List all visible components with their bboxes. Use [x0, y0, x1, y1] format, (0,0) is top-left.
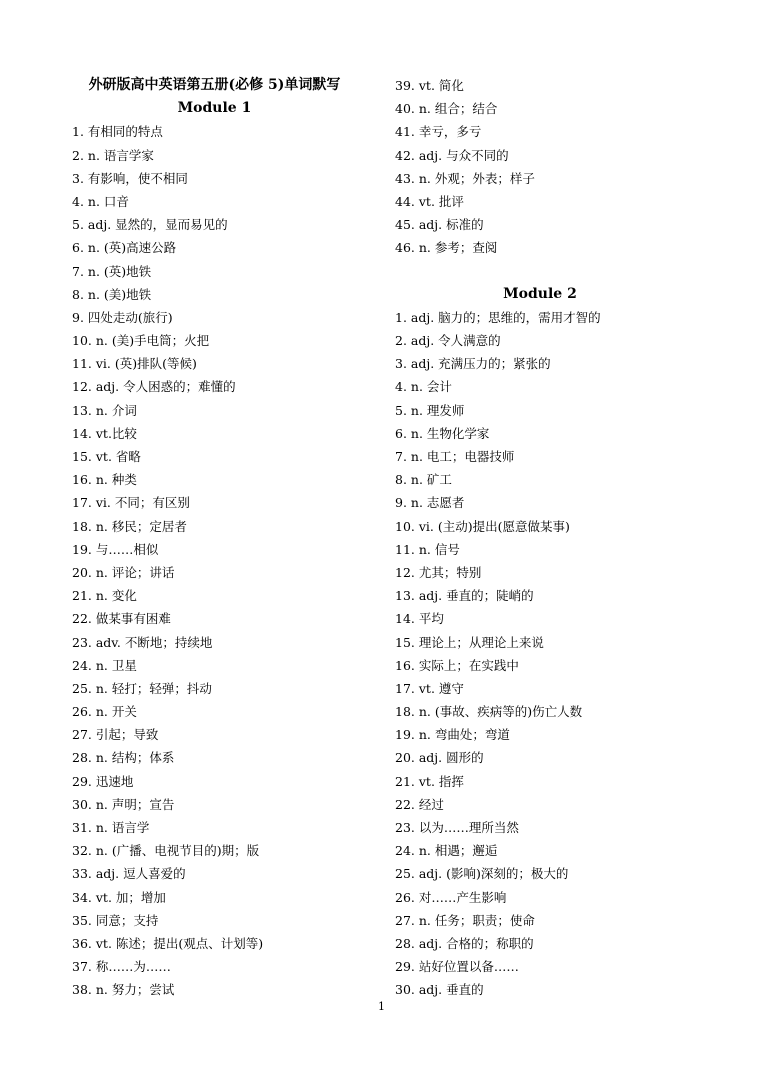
vocab-item: 11. n. 信号: [395, 541, 460, 557]
document-title: 外研版高中英语第五册(必修 5)单词默写: [88, 77, 341, 93]
vocab-item: 5. n. 理发师: [395, 402, 465, 418]
vocab-item: 26. n. 开关: [72, 704, 137, 720]
vocab-item: 10. vi. (主动)提出(愿意做某事): [395, 518, 570, 534]
vocab-item: 7. n. (英)地铁: [72, 263, 152, 279]
vocab-item: 3. 有影响，使不相同: [72, 170, 188, 186]
vocab-item: 4. n. 口音: [72, 193, 129, 209]
vocab-item: 17. vt. 遵守: [395, 680, 464, 696]
vocab-item: 20. adj. 圆形的: [395, 750, 484, 766]
vocab-item: 15. vt. 省略: [72, 449, 141, 464]
page-number: 1: [378, 1000, 385, 1013]
vocab-item: 18. n. 移民；定居者: [72, 518, 187, 534]
vocab-item: 22. 做某事有困难: [72, 611, 171, 627]
left-column: [72, 74, 402, 1002]
vocab-item: 19. 与……相似: [72, 541, 159, 557]
vocab-item: 1. 有相同的特点: [72, 124, 163, 140]
vocab-item: 38. n. 努力；尝试: [72, 982, 175, 998]
vocab-item: 21. n. 变化: [72, 588, 137, 604]
vocab-item: 25. adj. (影响)深刻的；极大的: [395, 866, 569, 882]
vocab-item: 9. n. 志愿者: [395, 495, 465, 511]
vocab-item: 40. n. 组合；结合: [395, 101, 498, 117]
vocab-item: 30. adj. 垂直的: [395, 982, 484, 998]
vocab-item: 21. vt. 指挥: [395, 773, 464, 789]
vocab-item: 29. 迅速地: [72, 773, 134, 789]
vocab-item: 33. adj. 逗人喜爱的: [72, 866, 186, 882]
vocab-item: 2. n. 语言学家: [72, 147, 154, 163]
vocab-item: 44. vt. 批评: [395, 193, 464, 209]
vocab-item: 6. n. (英)高速公路: [72, 240, 177, 256]
vocab-item: 12. 尤其；特别: [395, 564, 482, 580]
vocab-item: 36. vt. 陈述；提出(观点、计划等): [72, 935, 264, 951]
module-1-heading: Module 1: [177, 100, 252, 117]
vocab-item: 35. 同意；支持: [72, 912, 159, 928]
vocab-item: 45. adj. 标准的: [395, 217, 484, 233]
vocab-item: 34. vt. 加；增加: [72, 889, 166, 905]
vocab-item: 11. vi. (英)排队(等候): [72, 356, 197, 372]
vocab-item: 19. n. 弯曲处；弯道: [395, 727, 510, 743]
right-column: [395, 74, 725, 1002]
vocab-item: 28. n. 结构；体系: [72, 750, 175, 766]
vocab-item: 13. n. 介词: [72, 402, 137, 418]
vocab-item: 28. adj. 合格的；称职的: [395, 935, 534, 951]
vocab-item: 43. n. 外观；外表；样子: [395, 170, 535, 186]
vocab-item: 23. 以为……理所当然: [395, 820, 519, 835]
vocab-item: 2. adj. 令人满意的: [395, 333, 501, 349]
vocab-item: 7. n. 电工；电器技师: [395, 449, 515, 464]
module-1-list: [72, 120, 402, 1001]
vocab-item: 41. 幸亏，多亏: [395, 124, 482, 140]
vocab-item: 42. adj. 与众不同的: [395, 147, 509, 163]
vocab-item: 6. n. 生物化学家: [395, 425, 490, 441]
vocab-item: 24. n. 卫星: [72, 657, 137, 673]
vocab-item: 16. n. 种类: [72, 472, 137, 488]
vocab-item: 8. n. (美)地铁: [72, 286, 152, 302]
vocab-item: 13. adj. 垂直的；陡峭的: [395, 588, 534, 604]
vocab-item: 5. adj. 显然的，显而易见的: [72, 217, 228, 233]
vocab-item: 46. n. 参考；查阅: [395, 240, 498, 256]
module-1-list-continued: [395, 74, 725, 260]
vocab-item: 25. n. 轻打；轻弹；抖动: [72, 680, 212, 696]
vocab-item: 22. 经过: [395, 796, 444, 812]
vocab-item: 24. n. 相遇；邂逅: [395, 843, 498, 859]
module-2-list: [395, 306, 725, 1002]
vocab-item: 8. n. 矿工: [395, 472, 452, 488]
vocab-item: 27. n. 任务；职责；使命: [395, 912, 535, 928]
vocab-item: 30. n. 声明；宣告: [72, 796, 175, 812]
vocab-item: 12. adj. 令人困惑的；难懂的: [72, 379, 236, 395]
vocab-item: 15. 理论上；从理论上来说: [395, 634, 544, 650]
vocab-item: 16. 实际上；在实践中: [395, 657, 519, 673]
vocab-item: 3. adj. 充满压力的；紧张的: [395, 356, 551, 372]
vocab-item: 4. n. 会计: [395, 379, 452, 395]
vocab-item: 1. adj. 脑力的；思维的，需用才智的: [395, 309, 601, 325]
spacer: [395, 260, 725, 283]
vocab-item: 23. adv. 不断地；持续地: [72, 634, 213, 650]
vocab-item: 26. 对……产生影响: [395, 889, 507, 905]
vocab-item: 18. n. (事故、疾病等的)伤亡人数: [395, 704, 583, 720]
vocab-item: 39. vt. 简化: [395, 78, 464, 93]
vocab-item: 14. 平均: [395, 611, 444, 627]
vocab-item: 32. n. (广播、电视节目的)期；版: [72, 843, 260, 859]
vocab-item: 20. n. 评论；讲话: [72, 564, 175, 580]
vocab-item: 31. n. 语言学: [72, 820, 150, 835]
vocab-item: 9. 四处走动(旅行): [72, 309, 173, 325]
module-2-heading: Module 2: [503, 285, 577, 302]
vocab-item: 29. 站好位置以备……: [395, 959, 519, 975]
vocab-item: 27. 引起；导致: [72, 727, 159, 743]
vocab-item: 14. vt.比较: [72, 425, 137, 441]
vocab-item: 10. n. (美)手电筒；火把: [72, 333, 210, 349]
vocab-item: 17. vi. 不同；有区别: [72, 495, 190, 511]
vocab-item: 37. 称……为……: [72, 959, 171, 975]
